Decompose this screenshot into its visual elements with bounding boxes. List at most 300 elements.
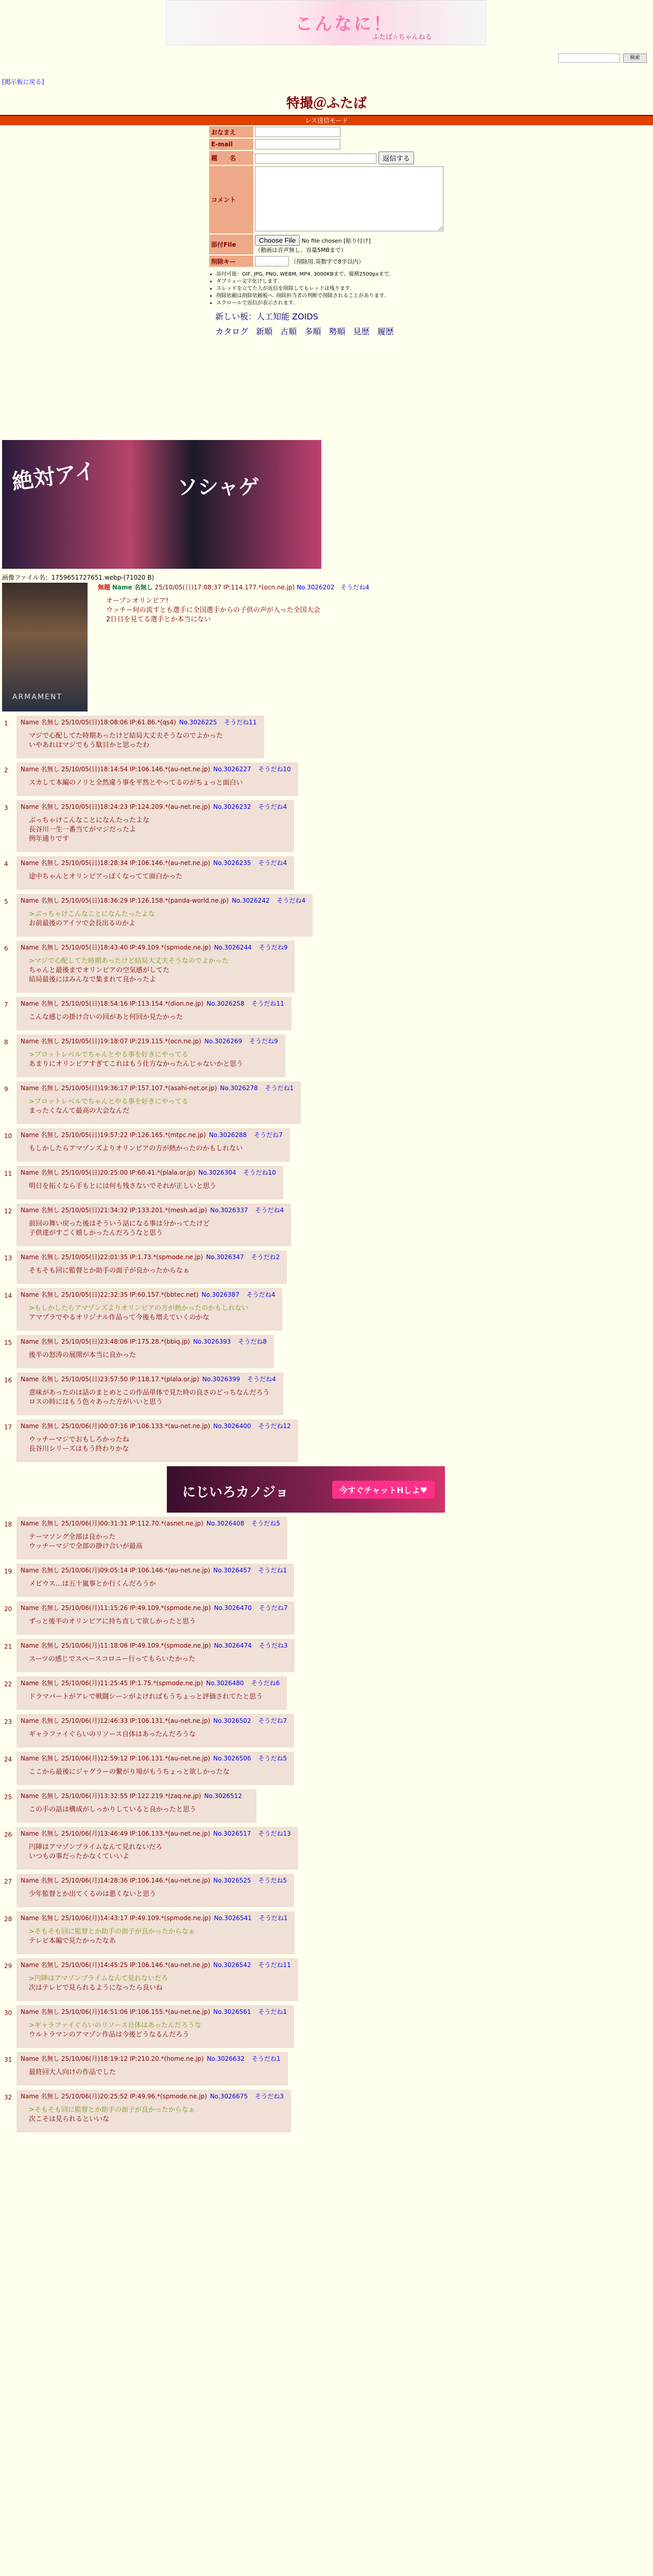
- reply-body: [29, 1219, 287, 1238]
- reply-number[interactable]: No.3026517: [213, 1830, 251, 1837]
- reply-arrow: 32: [4, 2094, 12, 2101]
- reply-post: [4, 1789, 651, 1823]
- reply-post: [4, 1676, 651, 1710]
- post-name: Name 名無し: [112, 584, 153, 591]
- subject-field[interactable]: [255, 154, 376, 164]
- top-ad-banner[interactable]: [2, 440, 321, 569]
- thread: [0, 573, 653, 2132]
- reply-meta: Name 名無し 25/10/05(日)18:36:29 IP:126.158.*(panda-world.ne.jp): [21, 897, 229, 904]
- reply-arrow: 11: [4, 1170, 12, 1177]
- sodane-button[interactable]: そうだね4: [255, 1207, 284, 1214]
- nav-old[interactable]: 古順: [280, 327, 297, 336]
- sodane-button[interactable]: そうだね11: [224, 719, 257, 726]
- reply-cell: [16, 894, 313, 937]
- reply-arrow: 30: [4, 2009, 12, 2016]
- body-line: オープンオリンピア!: [106, 597, 169, 605]
- reply-header: [21, 1603, 290, 1612]
- reply-number[interactable]: No.3026244: [214, 944, 252, 951]
- reply-cell: [16, 1601, 295, 1635]
- reply-post: [4, 856, 651, 890]
- reply-header: [21, 1913, 290, 1922]
- reply-cell: [16, 1827, 298, 1870]
- reply-header: [21, 858, 290, 867]
- reply-number[interactable]: No.3026393: [193, 1338, 231, 1345]
- reply-cell: [16, 1752, 294, 1785]
- body-line: ちゃんと最後までオリンピアの空気感がしてた: [29, 967, 170, 974]
- sodane-button[interactable]: そうだね4: [246, 1291, 276, 1298]
- reply-body: [29, 910, 308, 928]
- op-thumbnail[interactable]: [2, 583, 88, 711]
- reply-arrow: 15: [4, 1339, 12, 1346]
- reply-body: [29, 1655, 290, 1664]
- reply-post: [4, 1874, 651, 1907]
- body-line: ウッチー何の流すとも選手に全国選手からの子供の声が入った全国大会: [106, 606, 320, 614]
- reply-cell: [16, 1128, 290, 1162]
- delkey-label: 削除キー: [209, 256, 253, 267]
- reply-body: [29, 1768, 290, 1777]
- email-label: E-mail: [209, 139, 253, 150]
- reply-post: [4, 762, 651, 796]
- reply-header: [21, 1829, 294, 1838]
- sodane-button[interactable]: そうだね5: [251, 1520, 280, 1527]
- reply-post: [4, 1639, 651, 1672]
- nav-many[interactable]: 多順: [304, 327, 321, 336]
- reply-number[interactable]: No.3026632: [207, 2055, 245, 2062]
- rule-item: • ダブリュー文字化けします.: [216, 278, 445, 285]
- body-line: 後半の怒涛の展開が本当に良かった: [29, 1351, 136, 1359]
- nav-history[interactable]: 履歴: [377, 327, 394, 336]
- reply-body: [29, 1013, 287, 1022]
- reply-number[interactable]: No.3026288: [209, 1131, 247, 1139]
- reply-header: [21, 1421, 294, 1430]
- body-line: ウルトラマンのアマゾン作品は今後どうなるんだろう: [29, 2031, 190, 2039]
- reply-arrow: 4: [4, 860, 8, 868]
- reply-number[interactable]: No.3026387: [201, 1291, 239, 1298]
- body-line: ウッチーマジで全部の掛け合いが最高: [29, 1543, 143, 1550]
- reply-header: [21, 2007, 290, 2016]
- reply-number[interactable]: No.3026542: [213, 1961, 251, 1969]
- reply-number[interactable]: No.3026399: [202, 1376, 240, 1383]
- reply-cell: [16, 1335, 274, 1368]
- logo-subtitle: ふたば☆ちゃんねる: [372, 33, 432, 41]
- board-title: 特撮＠ふたば: [286, 96, 367, 111]
- back-link[interactable]: [2, 77, 44, 86]
- body-line: 2日目を見てる選手とか本当にない: [106, 616, 211, 623]
- rule-item: • 添付可能：GIF, JPG, PNG, WEBM, MP4. 3000KBまで、縦横2500pxまで.: [216, 271, 445, 278]
- body-line: 少年監督とか出てくるのは悪くないと思う: [29, 1890, 157, 1898]
- reply-number[interactable]: No.3026258: [207, 1000, 245, 1007]
- rule-item: • スレッドを立てた人が返信を削除してもレッドは残ります.: [216, 285, 445, 293]
- reply-number[interactable]: No.3026232: [213, 803, 251, 810]
- search-button[interactable]: 検索: [623, 54, 647, 63]
- sodane-button[interactable]: そうだね4: [247, 1376, 276, 1383]
- reply-header: [21, 1337, 270, 1346]
- reply-post: [4, 1166, 651, 1199]
- reply-number[interactable]: No.3026227: [213, 766, 251, 773]
- reply-post: [4, 2005, 651, 2048]
- rules-list: [208, 271, 445, 307]
- reply-form: [208, 125, 445, 337]
- body-line: 明日を拓くなら手もとには何も残さないでそれが正しいと思う: [29, 1182, 217, 1190]
- body-line: ドラマパートがアレで戦闘シーンがよければもうちょっと評価されてたと思う: [29, 1693, 263, 1701]
- reply-body: [29, 2068, 284, 2077]
- sodane-button[interactable]: そうだね9: [259, 944, 288, 951]
- reply-meta: Name 名無し 25/10/06(月)11:15:26 IP:49.109.*(spmode.ne.jp): [21, 1604, 211, 1612]
- reply-arrow: 18: [4, 1521, 12, 1528]
- reply-meta: Name 名無し 25/10/06(月)13:46:49 IP:106.133.*(au-net.ne.jp): [21, 1830, 211, 1837]
- reply-cell: [16, 1288, 282, 1331]
- site-logo[interactable]: [166, 0, 486, 45]
- reply-cell: [16, 1081, 301, 1124]
- reply-header: [21, 1290, 278, 1299]
- reply-header: [21, 896, 308, 905]
- logo-title: こんなに！: [295, 14, 393, 35]
- name-field[interactable]: [255, 127, 340, 137]
- reply-header: [21, 2092, 287, 2100]
- reply-arrow: 9: [4, 1086, 8, 1093]
- reply-header: [21, 1252, 283, 1261]
- search-bar: [558, 54, 647, 63]
- reply-body: [29, 1843, 294, 1861]
- reply-meta: Name 名無し 25/10/05(日)18:54:16 IP:113.154.*(dion.ne.jp): [21, 1000, 204, 1007]
- body-line: 長谷川一生一番当てがマジだったよ: [29, 826, 136, 834]
- sodane-button[interactable]: そうだね2: [251, 1253, 280, 1261]
- reply-number[interactable]: No.3026512: [204, 1792, 242, 1800]
- reply-meta: Name 名無し 25/10/05(日)22:32:35 IP:60.157.*(bbtec.net): [21, 1291, 199, 1298]
- reply-cell: [16, 1564, 294, 1597]
- reply-header: [21, 1083, 297, 1092]
- sodane-button[interactable]: そうだね11: [258, 1961, 291, 1969]
- reply-number[interactable]: No.3026400: [213, 1422, 251, 1430]
- reply-cell: [16, 1372, 283, 1415]
- reply-number[interactable]: No.3026474: [214, 1642, 252, 1649]
- reply-number[interactable]: No.3026269: [204, 1038, 243, 1045]
- reply-cell: [16, 1676, 287, 1710]
- reply-header: [21, 1375, 279, 1383]
- body-line: スーツの感じでスペースコロニー行ってもらいたかった: [29, 1655, 196, 1663]
- reply-post: [4, 1601, 651, 1635]
- reply-arrow: 3: [4, 804, 8, 811]
- reply-cell: [16, 1517, 287, 1560]
- reply-arrow: 10: [4, 1132, 12, 1140]
- sodane-button[interactable]: そうだね7: [258, 1717, 287, 1724]
- reply-number[interactable]: No.3026242: [232, 897, 270, 904]
- reply-header: [21, 2054, 284, 2063]
- reply-header: [21, 1876, 290, 1885]
- reply-meta: Name 名無し 25/10/05(日)22:01:35 IP:1.73.*(spmode.ne.jp): [21, 1253, 203, 1261]
- reply-cell: [16, 762, 298, 796]
- reply-arrow: 19: [4, 1568, 12, 1575]
- op-body: [106, 597, 651, 624]
- sodane-button[interactable]: そうだね12: [258, 1422, 291, 1430]
- reply-body: [29, 872, 290, 882]
- reply-post: [4, 1419, 651, 1462]
- post-subject: 無題: [98, 584, 111, 591]
- sodane-button[interactable]: そうだね1: [259, 1914, 288, 1922]
- body-line: まったくなんて最高の大会なんだ: [29, 1107, 130, 1115]
- reply-meta: Name 名無し 25/10/05(日)18:08:06 IP:61.86.*(qs4): [21, 719, 176, 726]
- reply-header: [21, 802, 290, 811]
- reply-number[interactable]: No.3026337: [210, 1207, 248, 1214]
- reply-header: [21, 1716, 290, 1725]
- reply-meta: Name 名無し 25/10/05(日)19:57:22 IP:126.165.*(mtpc.ne.jp): [21, 1131, 206, 1139]
- body-line: お前最後のアイツで会長出るのかよ: [29, 920, 135, 927]
- nav-view-history[interactable]: 見歴: [353, 327, 370, 336]
- reply-body: [29, 1927, 290, 1946]
- reply-body: [29, 1266, 283, 1276]
- reply-body: [29, 1580, 290, 1589]
- file-button[interactable]: Choose File: [255, 235, 300, 246]
- reply-number[interactable]: No.3026675: [210, 2093, 248, 2100]
- reply-quote: >ぶっちゃけこんなことになんたったよな: [29, 910, 155, 918]
- sodane-button[interactable]: そうだね3: [255, 2093, 284, 2100]
- reply-meta: Name 名無し 25/10/06(月)12:46:33 IP:106.131.*(au-net.ne.jp): [21, 1717, 211, 1724]
- reply-quote: >もしかしたらアマゾンズよりオリンピアの方が熱かったのかもしれない: [29, 1304, 249, 1312]
- reply-quote: >ブロットレベルでちゃんとやる事を好きにやってる: [29, 1098, 188, 1106]
- reply-cell: [16, 800, 294, 852]
- reply-body: [29, 2021, 290, 2040]
- op-post: [2, 583, 651, 711]
- body-line: 途中ちゃんとオリンピアっぽくなってて面白かった: [29, 873, 183, 880]
- reply-post: [4, 1250, 651, 1284]
- sodane-button[interactable]: そうだね4: [340, 584, 370, 591]
- reply-arrow: 25: [4, 1793, 12, 1801]
- reply-cell: [16, 941, 295, 993]
- reply-header: [21, 943, 290, 952]
- reply-post: [4, 1372, 651, 1415]
- body-line: 前回の舞い戻った後はそういう話になる事は分かってたけど: [29, 1220, 210, 1228]
- reply-quote: >そもそも回に監督とか助手の面子が良かったからなぁ: [29, 1928, 195, 1936]
- reply-meta: Name 名無し 25/10/05(日)23:48:06 IP:175.28.*(bbiq.jp): [21, 1338, 190, 1345]
- reply-body: [29, 1617, 290, 1626]
- reply-body: [29, 778, 294, 788]
- reply-meta: Name 名無し 25/10/06(月)11:18:06 IP:49.109.*(spmode.ne.jp): [21, 1642, 211, 1649]
- reply-body: [29, 1144, 286, 1154]
- sodane-button[interactable]: そうだね6: [251, 1680, 280, 1687]
- reply-header: [21, 1566, 290, 1574]
- op-header: [98, 583, 651, 591]
- file-none: No file chosen: [301, 238, 342, 244]
- reply-number[interactable]: No.3026506: [213, 1755, 251, 1762]
- reply-arrow: 7: [4, 1001, 8, 1008]
- reply-meta: Name 名無し 25/10/06(月)18:19:12 IP:210.20.*(home.ne.jp): [21, 2055, 204, 2062]
- reply-arrow: 2: [4, 767, 8, 774]
- reply-number[interactable]: No.3026457: [213, 1567, 251, 1574]
- file-info[interactable]: 画像ファイル名：1759651727651.webp-(71020 B): [2, 574, 154, 581]
- reply-body: [29, 1182, 279, 1191]
- paste-link[interactable]: [貼り付け]: [343, 238, 371, 244]
- reply-cell: [16, 716, 264, 758]
- delkey-field[interactable]: [255, 256, 289, 266]
- reply-body: [29, 1890, 290, 1899]
- reply-body: [29, 1050, 281, 1069]
- reply-cell: [16, 1911, 295, 1954]
- reply-post: [4, 716, 651, 758]
- body-line: いつもの事だったかなくていいよ: [29, 1853, 130, 1860]
- post-meta: 25/10/05(日)17:08:37 IP:114.177.*(ocn.ne.jp): [154, 584, 295, 591]
- file-label: 添付File: [209, 234, 253, 255]
- body-line: ぶっちゃけこんなことになんたったよな: [29, 817, 150, 824]
- sodane-button[interactable]: そうだね5: [258, 1755, 287, 1762]
- sodane-button[interactable]: そうだね1: [258, 2008, 287, 2015]
- sodane-button[interactable]: そうだね13: [258, 1830, 291, 1837]
- rule-item: • スクロールで返信が表示されます.: [216, 300, 445, 307]
- body-line: テレビ本編で見たかったなあ: [29, 1937, 116, 1945]
- post-number[interactable]: No.3026202: [297, 584, 335, 591]
- thumbnail-caption: ARMAMENT: [12, 693, 62, 701]
- body-line: マジで心配してた時期あったけど結局大丈夫そうなのでよかった: [29, 732, 223, 740]
- sodane-button[interactable]: そうだね4: [277, 897, 306, 904]
- reply-arrow: 1: [4, 720, 8, 727]
- comment-label: コメント: [209, 166, 253, 233]
- header: [0, 0, 653, 47]
- nav-momentum[interactable]: 勢順: [329, 327, 346, 336]
- reply-cell: [16, 1639, 295, 1672]
- reply-number[interactable]: No.3026347: [206, 1253, 244, 1261]
- reply-header: [21, 1168, 279, 1177]
- reply-body: [29, 1974, 294, 1993]
- reply-arrow: 28: [4, 1916, 12, 1923]
- subject-label: 題 名: [209, 151, 253, 165]
- reply-arrow: 12: [4, 1208, 12, 1215]
- reply-body: [29, 1435, 294, 1454]
- new-boards-link[interactable]: 新しい板：人工知能 ZOIDS: [215, 312, 318, 321]
- reply-cell: [16, 1714, 294, 1748]
- reply-cell: [16, 997, 291, 1030]
- reply-body: [29, 816, 290, 844]
- reply-cell: [16, 2052, 288, 2086]
- sodane-button[interactable]: そうだね4: [258, 859, 287, 867]
- submit-button[interactable]: 返信する: [379, 151, 414, 164]
- reply-cell: [16, 856, 294, 890]
- reply-number[interactable]: No.3026278: [220, 1084, 258, 1092]
- ad-cta-button[interactable]: 今すぐチャットHしよ♥: [332, 1481, 435, 1499]
- reply-header: [21, 1519, 283, 1528]
- reply-cell: [16, 1204, 291, 1246]
- reply-post: [4, 894, 651, 937]
- reply-quote: >ブロットレベルでちゃんとやる事を好きにやってる: [29, 1051, 188, 1059]
- sodane-button[interactable]: そうだね1: [251, 2055, 281, 2062]
- reply-body: [29, 732, 260, 750]
- sodane-button[interactable]: そうだね7: [259, 1604, 288, 1612]
- body-line: 次こそは見られるといいな: [29, 2115, 110, 2123]
- reply-meta: Name 名無し 25/10/06(月)09:05:14 IP:106.146.*(au-net.ne.jp): [21, 1567, 211, 1574]
- reply-post: [4, 1564, 651, 1597]
- reply-cell: [16, 1789, 256, 1823]
- reply-number[interactable]: No.3026408: [206, 1520, 245, 1527]
- catalog-nav: [215, 325, 445, 337]
- reply-number[interactable]: No.3026235: [213, 859, 251, 867]
- reply-quote: >ギャラファイぐらいのリソース自体はあったんだろうな: [29, 2022, 201, 2029]
- reply-meta: Name 名無し 25/10/06(月)11:25:45 IP:1.75.*(spmode.ne.jp): [21, 1680, 203, 1687]
- ad-art-text-left: 絶対アイ: [10, 457, 98, 495]
- body-line: ずっと後半のオリンピアに持ち直して欲しかったと思う: [29, 1618, 196, 1625]
- reply-body: [29, 957, 290, 985]
- reply-meta: Name 名無し 25/10/06(月)14:28:36 IP:106.146.*(au-net.ne.jp): [21, 1877, 211, 1884]
- body-line: そもそも回に監督とか助手の面子が良かったからなぁ: [29, 1267, 190, 1275]
- reply-number[interactable]: No.3026225: [179, 719, 217, 726]
- sodane-button[interactable]: そうだね8: [238, 1338, 267, 1345]
- reply-meta: Name 名無し 25/10/06(月)14:45:25 IP:106.146.*(au-net.ne.jp): [21, 1961, 211, 1969]
- body-line: こんな感じの掛け合いの回があと何回か見たかった: [29, 1013, 183, 1021]
- reply-body: [29, 1351, 270, 1360]
- email-field[interactable]: [255, 139, 340, 149]
- body-line: ここから最後にジャグラーの繋がり場がもうちょっと欲しかったな: [29, 1768, 230, 1776]
- reply-meta: Name 名無し 25/10/05(日)23:57:50 IP:118.17.*(plala.or.jp): [21, 1376, 199, 1383]
- reply-arrow: 17: [4, 1423, 12, 1431]
- body-line: 子供達がすごく嬉しかったんだろうなと思う: [29, 1229, 163, 1237]
- reply-meta: Name 名無し 25/10/05(日)18:14:54 IP:106.146.*(au-net.ne.jp): [21, 766, 211, 773]
- reply-number[interactable]: No.3026541: [214, 1914, 252, 1922]
- search-input[interactable]: [558, 54, 620, 63]
- inline-ad-banner[interactable]: [167, 1466, 445, 1513]
- reply-meta: Name 名無し 25/10/05(日)19:18:07 IP:219.115.*(ocn.ne.jp): [21, 1038, 201, 1045]
- sodane-button[interactable]: そうだね9: [249, 1038, 278, 1045]
- sodane-button[interactable]: そうだね10: [243, 1169, 276, 1176]
- reply-meta: Name 名無し 25/10/05(日)21:34:32 IP:133.201.*(mesh.ad.jp): [21, 1207, 208, 1214]
- reply-post: [4, 2052, 651, 2086]
- body-line: アマプラでやるオリジナル作品って今後も増えていくのかな: [29, 1314, 210, 1321]
- reply-header: [21, 718, 260, 726]
- reply-cell: [16, 1419, 298, 1462]
- nav-catalog[interactable]: カタログ: [215, 327, 249, 336]
- comment-field[interactable]: [255, 166, 443, 231]
- reply-number[interactable]: No.3026502: [213, 1717, 251, 1724]
- body-line: ギャラファイぐらいのリソース自体はあったんだろうな: [29, 1731, 196, 1738]
- sodane-button[interactable]: そうだね5: [258, 1877, 287, 1884]
- reply-meta: Name 名無し 25/10/06(月)20:25:52 IP:49.96.*(spmode.ne.jp): [21, 2093, 207, 2100]
- reply-post: [4, 1517, 651, 1560]
- sodane-button[interactable]: そうだね11: [251, 1000, 284, 1007]
- reply-meta: Name 名無し 25/10/05(日)18:43:40 IP:49.109.*(spmode.ne.jp): [21, 944, 211, 951]
- back-link-text[interactable]: [掲示板に戻る]: [2, 78, 44, 86]
- reply-meta: Name 名無し 25/10/06(月)13:32:55 IP:122.219.*(zaq.ne.jp): [21, 1792, 201, 1800]
- reply-meta: Name 名無し 25/10/05(日)18:24:23 IP:124.209.*(au-net.ne.jp): [21, 803, 211, 810]
- reply-cell: [16, 2005, 294, 2048]
- reply-header: [21, 1791, 252, 1800]
- body-line: この手の話は構成がしっかりしていると良かったと思う: [29, 1806, 197, 1814]
- reply-cell: [16, 1958, 298, 2001]
- reply-cell: [16, 1874, 294, 1907]
- reply-number[interactable]: No.3026480: [206, 1680, 244, 1687]
- reply-header: [21, 1679, 283, 1687]
- reply-arrow: 16: [4, 1377, 12, 1384]
- body-line: 例年通りです: [29, 835, 70, 843]
- reply-number[interactable]: No.3026304: [198, 1169, 236, 1176]
- reply-quote: >そもそも回に監督とか助手の面子が良かったからなぁ: [29, 2106, 195, 2114]
- body-line: 結局最後にはみんなで集まれて良かったよ: [29, 976, 157, 984]
- reply-number[interactable]: No.3026525: [213, 1877, 251, 1884]
- reply-post: [4, 1714, 651, 1748]
- body-line: 次はテレビで見られるようになったら良いね: [29, 1984, 163, 1992]
- body-line: ウッチーマジでおもしろかったね: [29, 1436, 129, 1444]
- reply-arrow: 13: [4, 1255, 12, 1262]
- sodane-button[interactable]: そうだね3: [259, 1642, 288, 1649]
- sodane-button[interactable]: そうだね10: [258, 766, 291, 773]
- reply-header: [21, 1206, 287, 1214]
- reply-meta: Name 名無し 25/10/05(日)19:36:17 IP:157.107.*(asahi-net.or.jp): [21, 1084, 217, 1092]
- sodane-button[interactable]: そうだね7: [254, 1131, 283, 1139]
- reply-header: [21, 1754, 290, 1762]
- sodane-button[interactable]: そうだね4: [258, 803, 287, 810]
- reply-post: [4, 1081, 651, 1124]
- nav-new[interactable]: 新順: [256, 327, 273, 336]
- reply-number[interactable]: No.3026470: [214, 1604, 252, 1612]
- sodane-button[interactable]: そうだね1: [265, 1084, 294, 1092]
- sodane-button[interactable]: そうだね1: [258, 1567, 287, 1574]
- ad-title: にじいろカノジョ: [182, 1485, 289, 1500]
- reply-number[interactable]: No.3026561: [213, 2008, 251, 2015]
